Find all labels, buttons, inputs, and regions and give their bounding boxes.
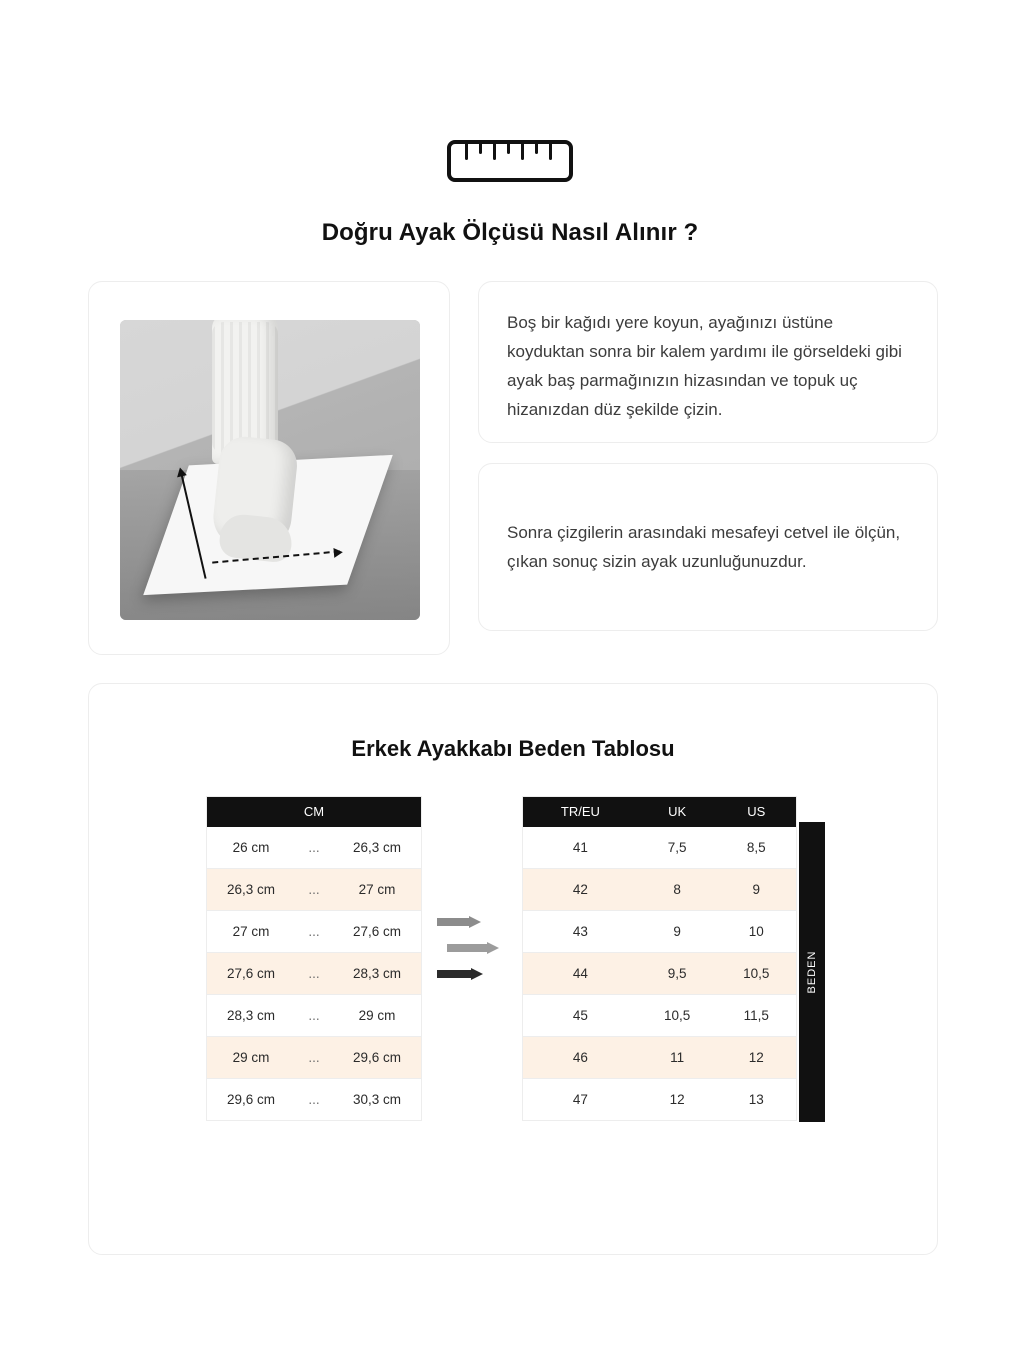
cm-from: 27 cm <box>207 911 296 953</box>
size-eu: 42 <box>523 869 638 911</box>
cm-to: 27 cm <box>333 869 422 911</box>
cm-to: 30,3 cm <box>333 1079 422 1121</box>
size-header-eu: TR/EU <box>523 797 638 827</box>
size-uk: 11 <box>638 1037 717 1079</box>
cm-to: 28,3 cm <box>333 953 422 995</box>
conversion-arrows <box>437 916 509 1002</box>
size-table-header-row <box>523 797 797 827</box>
size-header-us: US <box>716 797 796 827</box>
cm-from: 29,6 cm <box>207 1079 296 1121</box>
size-eu: 45 <box>523 995 638 1037</box>
table-row <box>207 1037 422 1079</box>
table-row <box>207 995 422 1037</box>
cm-separator: ... <box>295 827 333 869</box>
table-row <box>523 827 797 869</box>
size-uk: 8 <box>638 869 717 911</box>
cm-separator: ... <box>295 1079 333 1121</box>
instruction-card-1 <box>478 281 938 443</box>
instruction-card-2 <box>478 463 938 631</box>
size-uk: 12 <box>638 1079 717 1121</box>
table-row <box>523 869 797 911</box>
size-us: 10 <box>716 911 796 953</box>
size-uk: 9,5 <box>638 953 717 995</box>
table-row <box>207 1079 422 1121</box>
shoe-size-table <box>522 796 797 1121</box>
instruction-text-1: Boş bir kağıdı yere koyun, ayağınızı üstüne koyduktan sonra bir kalem yardımı ile görseldeki gibi ayak baş parmağınızın hizasından ve topuk uç hizanızdan düz şekilde çizin. <box>507 313 902 419</box>
table-row <box>207 869 422 911</box>
instruction-text-2: Sonra çizgilerin arasındaki mesafeyi cetvel ile ölçün, çıkan sonuç sizin ayak uzunluğunuzdur. <box>507 523 901 571</box>
cm-separator: ... <box>295 869 333 911</box>
cm-separator: ... <box>295 953 333 995</box>
table-row <box>523 1079 797 1121</box>
page-title: Doğru Ayak Ölçüsü Nasıl Alınır ? <box>321 219 699 246</box>
size-us: 13 <box>716 1079 796 1121</box>
cm-to: 27,6 cm <box>333 911 422 953</box>
size-us: 10,5 <box>716 953 796 995</box>
cm-separator: ... <box>295 995 333 1037</box>
size-table-title: Erkek Ayakkabı Beden Tablosu <box>351 736 675 761</box>
table-row <box>207 827 422 869</box>
beden-side-label-text: BEDEN <box>806 950 818 994</box>
beden-side-label <box>799 822 825 1122</box>
size-header-uk: UK <box>638 797 717 827</box>
table-row <box>523 995 797 1037</box>
size-us: 11,5 <box>716 995 796 1037</box>
size-us: 8,5 <box>716 827 796 869</box>
cm-table-header-row <box>207 797 422 827</box>
cm-to: 29 cm <box>333 995 422 1037</box>
cm-separator: ... <box>295 1037 333 1079</box>
cm-to: 26,3 cm <box>333 827 422 869</box>
arrow-icon-2 <box>447 942 499 954</box>
sock-ribbing <box>212 322 278 454</box>
arrow-icon-3 <box>437 968 483 980</box>
cm-table-header: CM <box>207 797 422 827</box>
cm-separator: ... <box>295 911 333 953</box>
size-uk: 10,5 <box>638 995 717 1037</box>
table-row <box>523 953 797 995</box>
cm-from: 29 cm <box>207 1037 296 1079</box>
size-us: 12 <box>716 1037 796 1079</box>
table-row <box>523 1037 797 1079</box>
cm-from: 26,3 cm <box>207 869 296 911</box>
cm-measurement-table <box>206 796 422 1121</box>
size-eu: 41 <box>523 827 638 869</box>
size-uk: 7,5 <box>638 827 717 869</box>
ruler-icon <box>447 140 573 182</box>
size-eu: 46 <box>523 1037 638 1079</box>
size-uk: 9 <box>638 911 717 953</box>
illustration-card <box>88 281 450 655</box>
size-us: 9 <box>716 869 796 911</box>
table-row <box>207 911 422 953</box>
size-eu: 43 <box>523 911 638 953</box>
size-eu: 47 <box>523 1079 638 1121</box>
arrow-icon-1 <box>437 916 481 928</box>
cm-from: 26 cm <box>207 827 296 869</box>
cm-from: 28,3 cm <box>207 995 296 1037</box>
ruler-icon-wrapper <box>0 140 1020 182</box>
cm-from: 27,6 cm <box>207 953 296 995</box>
table-row <box>523 911 797 953</box>
size-table-card <box>88 683 938 1255</box>
foot-measurement-photo <box>120 320 420 620</box>
table-row <box>207 953 422 995</box>
cm-to: 29,6 cm <box>333 1037 422 1079</box>
size-eu: 44 <box>523 953 638 995</box>
